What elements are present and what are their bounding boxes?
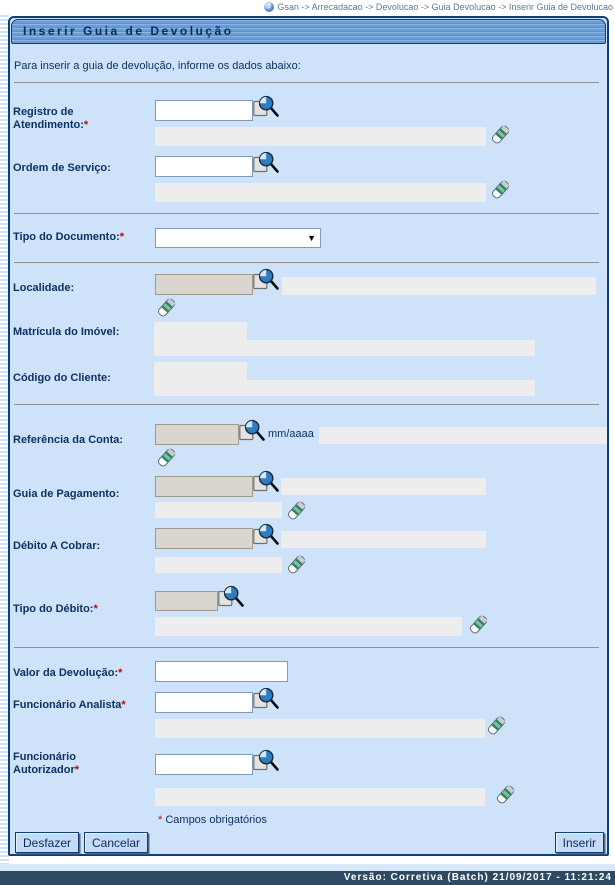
separator — [14, 404, 599, 405]
tipo-documento-select[interactable] — [155, 228, 321, 248]
inserir-button[interactable]: Inserir — [555, 832, 604, 853]
tipo-debito-display — [155, 617, 462, 636]
ordem-servico-display — [155, 183, 486, 202]
referencia-conta-search-icon[interactable] — [239, 419, 265, 446]
referencia-conta-hint: mm/aaaa — [268, 428, 314, 440]
ordem-servico-eraser-icon[interactable] — [490, 179, 510, 199]
localidade-eraser-icon[interactable] — [156, 297, 176, 317]
chevron-down-icon: ▼ — [307, 233, 316, 243]
registro-atendimento-label: Registro de Atendimento:* — [13, 106, 89, 131]
desfazer-button[interactable]: Desfazer — [15, 832, 79, 853]
funcionario-analista-label: Funcionário Analista* — [13, 699, 126, 711]
help-icon[interactable]: ? — [264, 2, 274, 12]
funcionario-autorizador-display — [155, 788, 485, 806]
funcionario-analista-eraser-icon[interactable] — [486, 715, 506, 735]
guia-pagamento-search-icon[interactable] — [253, 470, 279, 497]
referencia-conta-input — [155, 424, 239, 445]
referencia-conta-display — [319, 427, 607, 444]
funcionario-autorizador-search-icon[interactable] — [253, 749, 279, 776]
ordem-servico-search-icon[interactable] — [253, 151, 279, 178]
separator — [14, 213, 599, 214]
funcionario-analista-search-icon[interactable] — [253, 687, 279, 714]
localidade-input — [155, 274, 253, 295]
required-asterisk: * — [121, 699, 126, 711]
debito-a-cobrar-input — [155, 528, 253, 549]
guia-pagamento-eraser-icon[interactable] — [286, 500, 306, 520]
guia-pagamento-input — [155, 476, 253, 497]
required-asterisk: * — [119, 231, 125, 243]
tipo-debito-eraser-icon[interactable] — [468, 614, 488, 634]
valor-devolucao-label: Valor da Devolução:* — [13, 667, 123, 679]
required-note: * Campos obrigatórios — [158, 814, 267, 826]
codigo-cliente-value — [154, 362, 247, 380]
funcionario-autorizador-input[interactable] — [155, 754, 253, 775]
separator — [14, 262, 599, 263]
required-asterisk: * — [74, 764, 80, 776]
funcionario-autorizador-eraser-icon[interactable] — [495, 784, 515, 804]
debito-a-cobrar-eraser-icon[interactable] — [286, 554, 306, 574]
debito-a-cobrar-display2 — [155, 557, 282, 573]
registro-atendimento-input[interactable] — [155, 100, 253, 121]
localidade-search-icon[interactable] — [253, 268, 279, 295]
breadcrumb[interactable]: Gsan -> Arrecadacao -> Devolucao -> Guia Devolucao -> Inserir Guia de Devolucao — [277, 1, 613, 12]
debito-a-cobrar-search-icon[interactable] — [253, 523, 279, 550]
page-title: Inserir Guia de Devolução — [11, 19, 606, 44]
tipo-debito-label: Tipo do Débito:* — [13, 603, 98, 615]
version-bar: Versão: Corretiva (Batch) 21/09/2017 - 11:21:24 — [0, 871, 615, 885]
ordem-servico-label: Ordem de Serviço: — [13, 162, 111, 174]
required-asterisk: * — [118, 667, 123, 679]
guia-pagamento-display — [281, 478, 486, 495]
referencia-conta-eraser-icon[interactable] — [156, 447, 176, 467]
footer-gap-band — [0, 864, 615, 871]
codigo-cliente-display — [154, 380, 535, 396]
registro-atendimento-search-icon[interactable] — [253, 95, 279, 122]
matricula-imovel-label: Matrícula do Imóvel: — [13, 326, 120, 338]
localidade-display — [282, 277, 596, 295]
funcionario-autorizador-label: Funcionário Autorizador* — [13, 751, 80, 776]
insert-guia-devolucao-panel — [8, 16, 609, 856]
required-asterisk: * — [93, 603, 98, 615]
required-asterisk: * — [83, 119, 89, 131]
breadcrumb-bar — [0, 0, 615, 13]
funcionario-analista-input[interactable] — [155, 692, 253, 713]
matricula-imovel-value — [154, 322, 247, 340]
debito-a-cobrar-label: Débito A Cobrar: — [13, 540, 101, 552]
intro-text: Para inserir a guia de devolução, informe os dados abaixo: — [14, 60, 301, 72]
debito-a-cobrar-display — [281, 531, 486, 548]
valor-devolucao-input[interactable] — [155, 661, 288, 682]
registro-atendimento-eraser-icon[interactable] — [490, 124, 510, 144]
guia-pagamento-display2 — [155, 502, 282, 518]
ordem-servico-input[interactable] — [155, 156, 253, 177]
funcionario-analista-display — [155, 719, 485, 738]
localidade-label: Localidade: — [13, 282, 75, 294]
tipo-documento-select-wrap — [155, 228, 321, 248]
referencia-conta-label: Referência da Conta: — [13, 434, 124, 446]
tipo-debito-search-icon[interactable] — [218, 585, 244, 612]
codigo-cliente-label: Código do Cliente: — [13, 372, 111, 384]
guia-pagamento-label: Guia de Pagamento: — [13, 488, 120, 500]
tipo-debito-input — [155, 591, 218, 611]
separator — [14, 82, 599, 83]
cancelar-button[interactable]: Cancelar — [84, 832, 148, 853]
matricula-imovel-display — [154, 340, 535, 356]
separator — [14, 647, 599, 648]
tipo-documento-label: Tipo do Documento:* — [13, 231, 125, 243]
registro-atendimento-display — [155, 127, 486, 146]
